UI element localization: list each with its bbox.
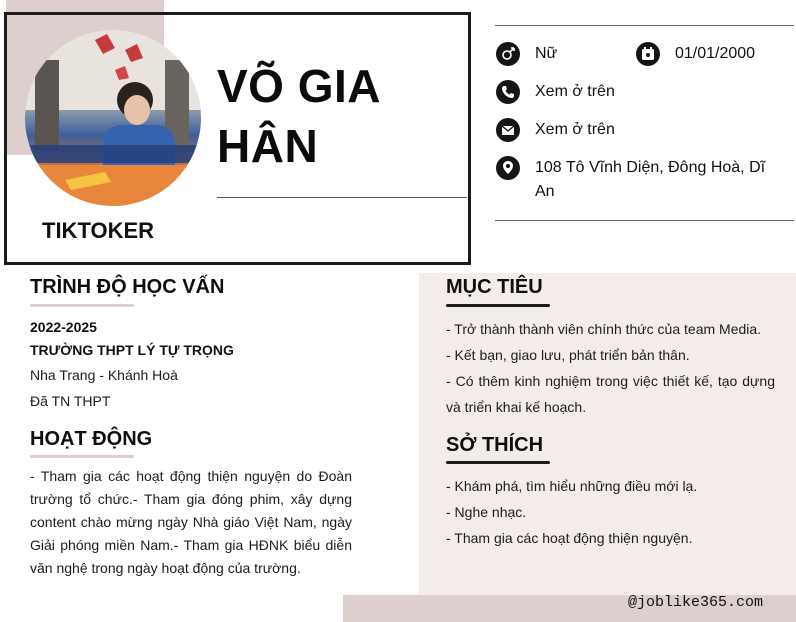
education-location: Nha Trang - Khánh Hoà bbox=[30, 367, 178, 383]
goals-underline bbox=[446, 304, 550, 307]
contact-bottom-divider bbox=[495, 220, 794, 221]
hobbies-item: - Tham gia các hoạt động thiện nguyện. bbox=[446, 530, 693, 546]
phone-text: Xem ở trên bbox=[535, 83, 615, 100]
activities-underline bbox=[30, 455, 134, 458]
activities-text: - Tham gia các hoạt động thiện nguyện do Đoàn trường tổ chức.- Tham gia đóng phim, xây dựng content chào mừng ngày Nhà giáo Việt Nam, ngày Giải phóng miền Nam.- Tham gia HĐNK biểu diễn văn nghệ trong ngày hoạt động của trường. bbox=[30, 468, 352, 576]
education-status: Đã TN THPT bbox=[30, 393, 111, 409]
gender-text: Nữ bbox=[535, 45, 558, 62]
calendar-icon bbox=[636, 42, 660, 66]
footer-handle: @joblike365.com bbox=[628, 594, 764, 611]
education-years: 2022-2025 bbox=[30, 319, 97, 335]
goals-item: - Trở thành thành viên chính thức của team Media. bbox=[446, 321, 762, 337]
birthday-text: 01/01/2000 bbox=[675, 45, 756, 62]
education-school: TRƯỜNG THPT LÝ TỰ TRỌNG bbox=[30, 342, 234, 358]
profile-photo bbox=[25, 30, 201, 206]
location-icon bbox=[496, 156, 520, 180]
hobbies-underline bbox=[446, 461, 550, 464]
activities-title: HOẠT ĐỘNG bbox=[30, 428, 153, 450]
contact-top-divider bbox=[495, 25, 794, 26]
candidate-name: VÕ GIA HÂN bbox=[217, 60, 380, 172]
goals-title: MỤC TIÊU bbox=[446, 276, 543, 298]
address-text: 108 Tô Vĩnh Diện, Đông Hoà, Dĩ An bbox=[535, 159, 766, 200]
phone-icon bbox=[496, 80, 520, 104]
hobbies-title: SỞ THÍCH bbox=[446, 434, 544, 456]
name-divider bbox=[217, 197, 467, 198]
mail-icon bbox=[496, 118, 520, 142]
education-underline bbox=[30, 304, 134, 307]
email-text: Xem ở trên bbox=[535, 121, 615, 138]
hobbies-item: - Khám phá, tìm hiểu những điều mới lạ. bbox=[446, 478, 698, 494]
goals-item: - Kết bạn, giao lưu, phát triển bản thân. bbox=[446, 347, 690, 363]
gender-icon bbox=[496, 42, 520, 66]
education-title: TRÌNH ĐỘ HỌC VẤN bbox=[30, 276, 225, 298]
hobbies-item: - Nghe nhạc. bbox=[446, 504, 527, 520]
candidate-role: TIKTOKER bbox=[42, 218, 155, 243]
goals-item: - Có thêm kinh nghiệm trong việc thiết kế, tạo dựng và triển khai kế hoạch. bbox=[446, 373, 775, 415]
